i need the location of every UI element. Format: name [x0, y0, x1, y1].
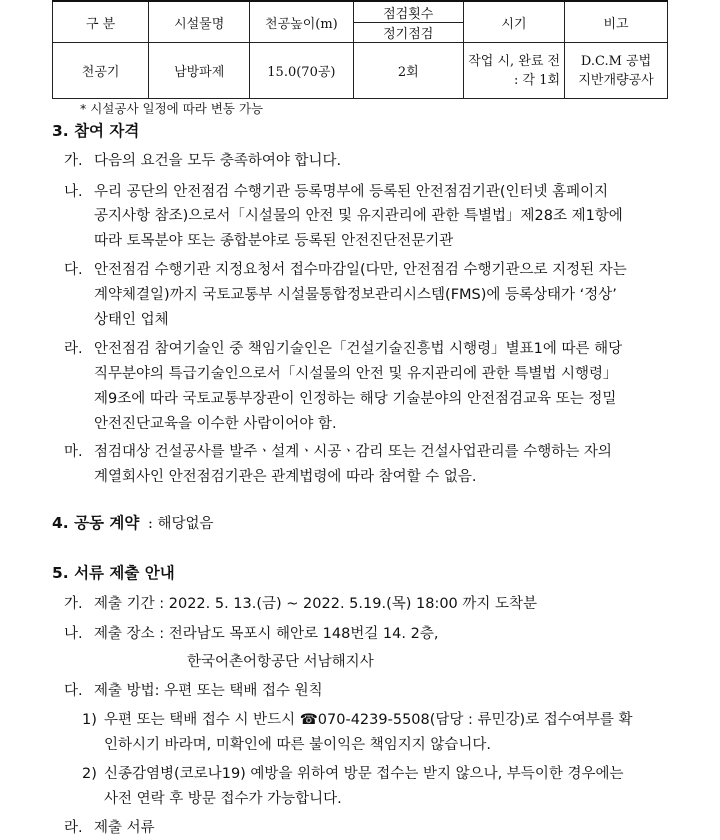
s3-b-line-3: 따라 토목분야 또는 종합분야로 등록된 안전진단전문기관	[94, 233, 454, 249]
s3-e-marker: 마.	[64, 444, 83, 460]
s5-c1-line-1: 우편 또는 택배 접수 시 반드시 ☎070-4239-5508(담당 : 류민강)로 접수여부를 확	[104, 712, 633, 728]
cell-category: 천공기	[53, 43, 149, 99]
cell-remarks-line2: 지반개량공사	[578, 72, 654, 88]
s5-b-marker: 나.	[64, 626, 83, 642]
section-3-title: 3. 참여 자격	[52, 122, 140, 140]
header-remarks: 비고	[565, 1, 668, 43]
inspection-table	[52, 0, 668, 99]
s5-c2-line-2: 사전 연락 후 방문 접수가 가능합니다.	[104, 791, 342, 807]
section-4-row	[52, 513, 214, 534]
section-4-title: 4. 공동 계약	[52, 514, 140, 532]
s3-e-line-1: 점검대상 건설공사를 발주ㆍ설계ㆍ시공ㆍ감리 또는 건설사업관리를 수행하는 자의	[94, 444, 612, 460]
s3-a-marker: 가.	[64, 153, 83, 169]
s3-c-line-2: 계약체결일)까지 국토교통부 시설물통합정보관리시스템(FMS)에 등록상태가 ‘정상’	[94, 287, 617, 303]
section-4-value: : 해당없음	[147, 516, 214, 532]
cell-height: 15.0(70공)	[250, 43, 354, 99]
s3-d-line-3: 제9조에 따라 국토교통부장관이 인정하는 해당 기술분야의 안전점검교육 또는 정밀	[94, 391, 617, 407]
header-facility: 시설물명	[149, 1, 250, 43]
s5-a-text: 제출 기간 : 2022. 5. 13.(금) ~ 2022. 5.19.(목) 18:00 까지 도착분	[94, 596, 538, 612]
header-height: 천공높이(m)	[250, 1, 354, 43]
s5-c1-marker: 1)	[82, 712, 97, 728]
s3-d-line-1: 안전점검 참여기술인 중 책임기술인은「건설기술진흥법 시행령」별표1에 따른 해당	[94, 341, 623, 357]
cell-remarks-line1: D.C.M 공법	[580, 53, 652, 69]
s3-c-line-3: 상태인 업체	[94, 312, 169, 328]
cell-facility: 남방파제	[149, 43, 250, 99]
s3-e-line-2: 계열회사인 안전점검기관은 관계법령에 따라 참여할 수 없음.	[94, 469, 477, 485]
s3-c-marker: 다.	[64, 262, 83, 278]
cell-timing	[463, 43, 564, 99]
table-row	[53, 43, 668, 99]
s3-d-line-4: 안전진단교육을 이수한 사람이어야 함.	[94, 416, 337, 432]
s3-c-line-1: 안전점검 수행기관 지정요청서 접수마감일(다만, 안전점검 수행기관으로 지정된 자는	[94, 262, 627, 278]
s5-c2-line-1: 신종감염병(코로나19) 예방을 위하여 방문 접수는 받지 않으나, 부득이한 경우에는	[104, 766, 624, 782]
header-regular-inspection: 정기점검	[353, 23, 463, 43]
s3-d-marker: 라.	[64, 341, 83, 357]
header-count: 점검횟수	[353, 1, 463, 23]
s5-d-marker: 라.	[64, 820, 83, 836]
header-category: 구 분	[53, 1, 149, 43]
s3-b-marker: 나.	[64, 184, 83, 200]
s5-c-text: 제출 방법: 우편 또는 택배 접수 원칙	[94, 683, 323, 699]
section-5-title: 5. 서류 제출 안내	[52, 564, 175, 582]
s3-d-line-2: 직무분야의 특급기술인으로서「시설물의 안전 및 유지관리에 관한 특별법 시행령」	[94, 366, 618, 382]
s3-b-line-2: 공지사항 참조)으로서「시설물의 안전 및 유지관리에 관한 특별법」제28조 제1항에	[94, 208, 623, 224]
s5-c2-marker: 2)	[82, 766, 97, 782]
schedule-note: * 시설공사 일정에 따라 변동 가능	[80, 101, 264, 116]
s5-b-text: 제출 장소 : 전라남도 목포시 해안로 148번길 14. 2층,	[94, 626, 439, 642]
cell-remarks	[565, 43, 668, 99]
s5-d-text: 제출 서류	[94, 820, 155, 836]
s3-a-line-1: 다음의 요건을 모두 충족하여야 합니다.	[94, 153, 342, 169]
cell-timing-line1: 작업 시, 완료 전	[468, 53, 561, 69]
s5-c1-line-2: 인하시기 바라며, 미확인에 따른 불이익은 책임지지 않습니다.	[104, 737, 492, 753]
cell-timing-line2: : 각 1회	[514, 72, 561, 88]
cell-count: 2회	[353, 43, 463, 99]
s5-c-marker: 다.	[64, 683, 83, 699]
header-timing: 시기	[463, 1, 564, 43]
s5-a-marker: 가.	[64, 596, 83, 612]
s3-b-line-1: 우리 공단의 안전점검 수행기관 등록명부에 등록된 안전점검기관(인터넷 홈페이지	[94, 184, 609, 200]
s5-b-text-2: 한국어촌어항공단 서남해지사	[187, 654, 374, 670]
